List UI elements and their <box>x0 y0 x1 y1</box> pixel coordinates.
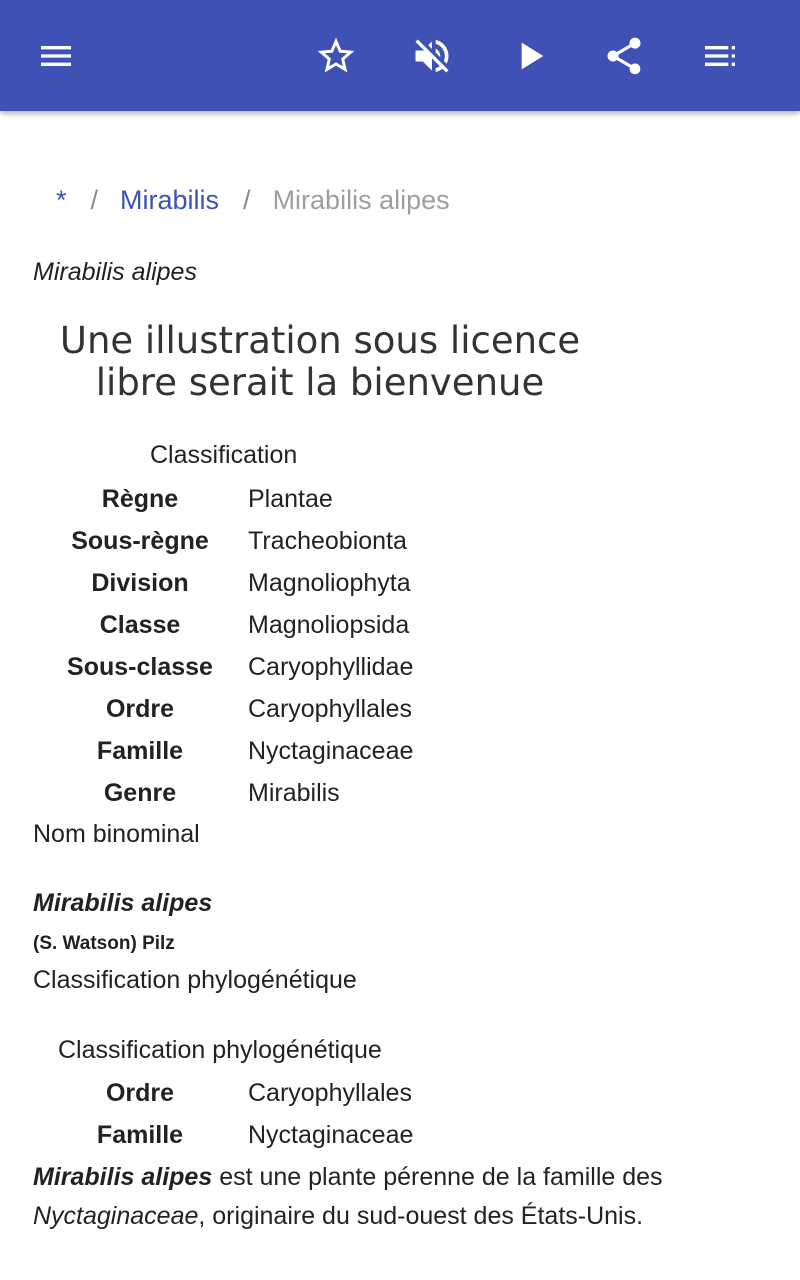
rank-value: Nyctaginaceae <box>248 736 414 765</box>
description-text-1: est une plante pérenne de la famille des <box>212 1163 663 1191</box>
menu-icon <box>36 36 76 76</box>
play-icon <box>510 36 550 76</box>
rank-label: Ordre <box>105 1078 175 1107</box>
binomial-label: Nom binominal <box>33 820 200 848</box>
description-subject: Mirabilis alipes <box>33 1163 213 1191</box>
classification-header: Classification <box>150 441 298 469</box>
mute-button[interactable] <box>404 28 460 84</box>
breadcrumb-separator: / <box>243 185 251 215</box>
binomial-author: (S. Watson) Pilz <box>33 933 175 954</box>
bookmark-button[interactable] <box>308 28 364 84</box>
rank-label: Sous-règne <box>71 526 209 555</box>
placeholder-line-1: Une illustration sous licence <box>59 319 581 362</box>
rank-value: Magnoliopsida <box>248 610 410 639</box>
classification-table <box>40 478 413 814</box>
breadcrumb-separator: / <box>90 185 99 215</box>
breadcrumb-home-link[interactable]: * <box>56 185 67 215</box>
breadcrumb <box>56 180 450 220</box>
table-row <box>40 478 413 520</box>
placeholder-line-2: libre serait la bienvenue <box>95 361 545 404</box>
app-bar <box>0 0 800 111</box>
menu-button[interactable] <box>28 28 84 84</box>
share-button[interactable] <box>596 28 652 84</box>
rank-label: Sous-classe <box>67 652 213 681</box>
rank-value: Nyctaginaceae <box>248 1120 414 1149</box>
table-row <box>40 604 413 646</box>
article-italic-title: Mirabilis alipes <box>33 258 197 286</box>
rank-value: Plantae <box>248 484 333 513</box>
breadcrumb-current: Mirabilis alipes <box>272 185 450 215</box>
rank-value: Tracheobionta <box>248 526 407 555</box>
rank-label: Règne <box>101 484 179 513</box>
phylogenetic-table <box>40 1072 413 1156</box>
volume-off-icon <box>410 34 454 78</box>
rank-label: Ordre <box>105 694 175 723</box>
rank-value: Mirabilis <box>248 778 340 807</box>
rank-value: Magnoliophyta <box>248 568 411 597</box>
rank-value: Caryophyllales <box>248 694 412 723</box>
rank-value: Caryophyllidae <box>248 652 414 681</box>
table-row <box>40 562 413 604</box>
phylogenetic-header: Classification phylogénétique <box>58 1036 382 1064</box>
rank-label: Famille <box>96 736 184 765</box>
star-outline-icon <box>314 34 358 78</box>
rank-label: Division <box>91 568 189 597</box>
description-family-link: Nyctaginaceae <box>33 1202 199 1230</box>
illustration-placeholder <box>40 320 600 404</box>
table-row <box>40 646 413 688</box>
rank-label: Famille <box>96 1120 184 1149</box>
table-row <box>40 730 413 772</box>
binomial-name: Mirabilis alipes <box>33 889 213 917</box>
breadcrumb-parent-link[interactable]: Mirabilis <box>120 185 220 215</box>
article-description <box>33 1158 773 1236</box>
rank-value: Caryophyllales <box>248 1078 412 1107</box>
table-row <box>40 1072 413 1114</box>
playlist-icon <box>700 36 740 76</box>
rank-label: Genre <box>103 778 177 807</box>
table-row <box>40 1114 413 1156</box>
table-row <box>40 772 413 814</box>
share-icon <box>602 34 646 78</box>
table-of-contents-button[interactable] <box>692 28 748 84</box>
rank-label: Classe <box>99 610 181 639</box>
phylogenetic-label: Classification phylogénétique <box>33 966 357 994</box>
description-text-2: , originaire du sud-ouest des États-Unis. <box>198 1202 644 1230</box>
play-button[interactable] <box>502 28 558 84</box>
table-row <box>40 520 413 562</box>
table-row <box>40 688 413 730</box>
